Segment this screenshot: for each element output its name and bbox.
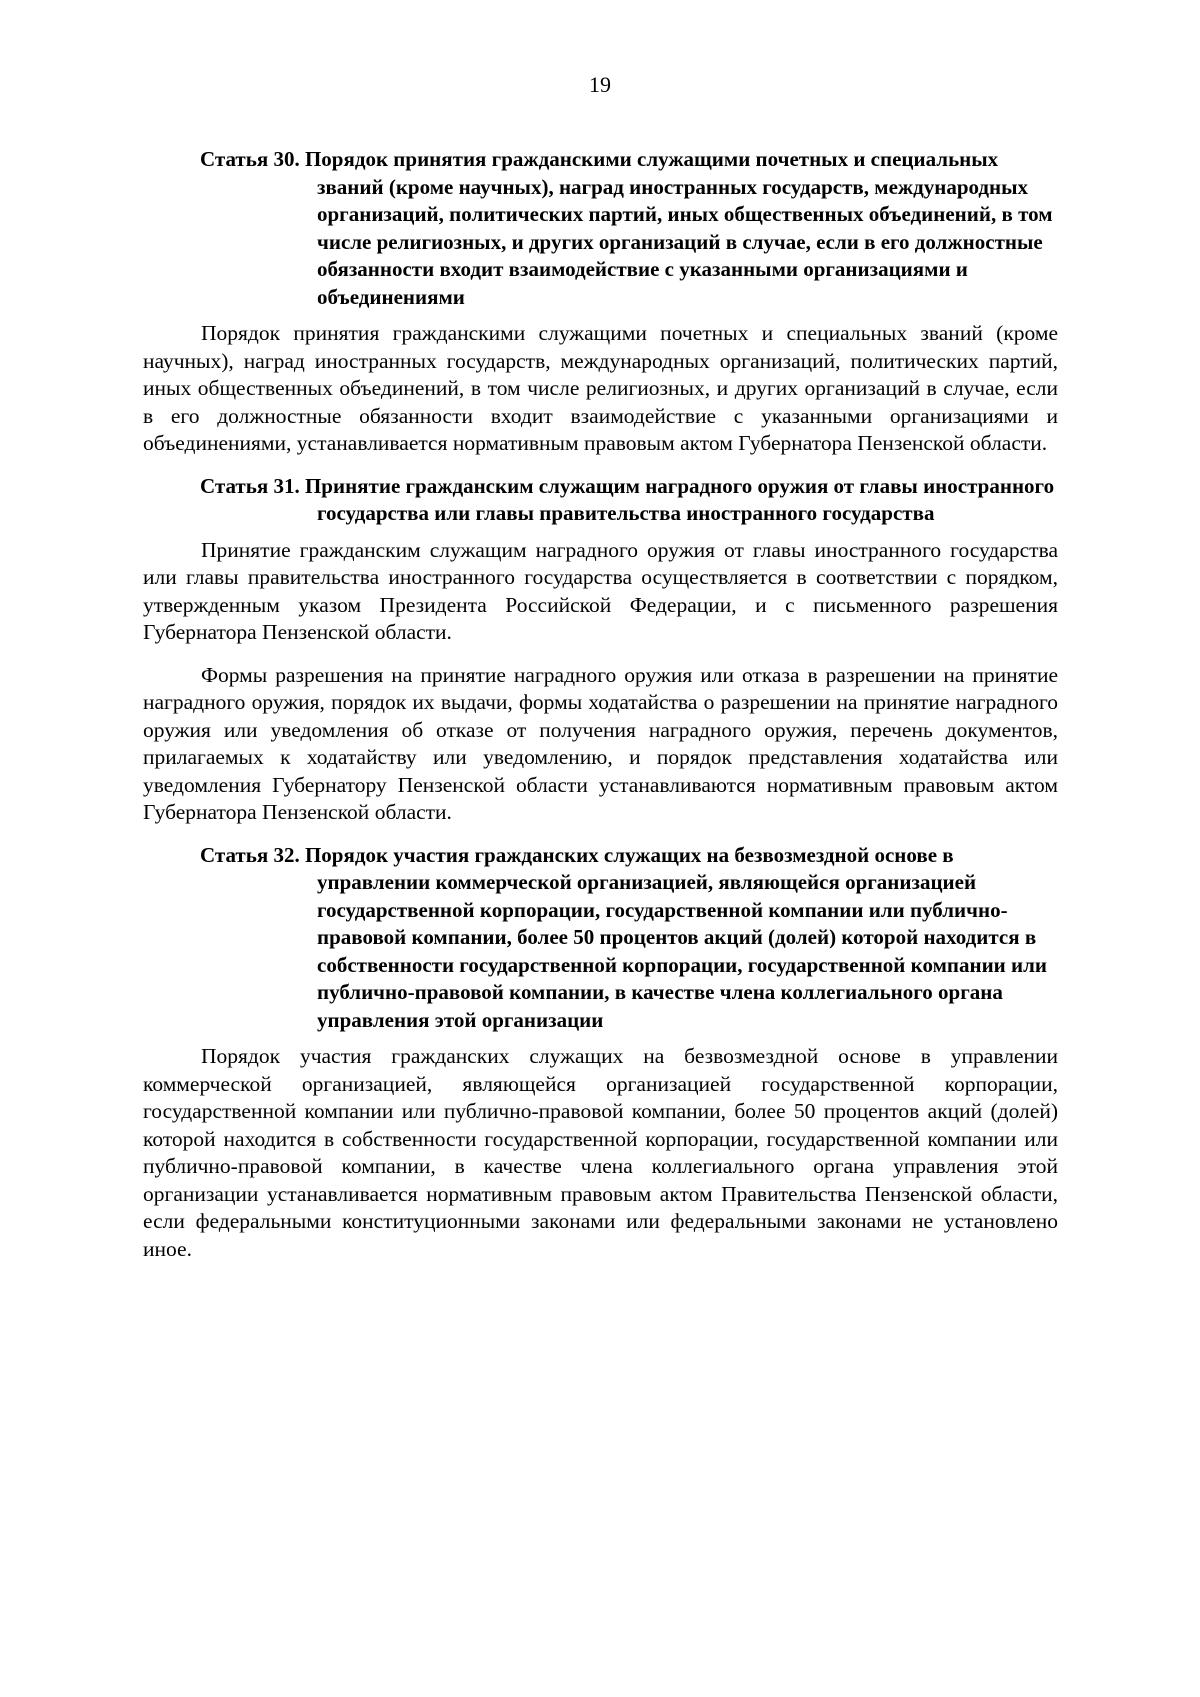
article-32 <box>143 842 1058 1264</box>
article-number: Статья 31. <box>200 473 300 498</box>
article-paragraph: Порядок участия гражданских служащих на безвозмездной основе в управлении коммерческой организацией, являющейся организацией государственной корпорации, государственной компании или публично-правовой компании, более 50 процентов акций (долей) которой находится в собственности государственной корпорации, государственной компании или публично-правовой компании, в качестве члена коллегиального органа управления этой организации устанавливается нормативным правовым актом Правительства Пензенской области, если федеральными конституционными законами или федеральными законами не установлено иное. <box>143 1044 1058 1261</box>
article-title: Принятие гражданским служащим наградного оружия от главы иностранного государства или главы правительства иностранного государства <box>304 473 1055 525</box>
article-30 <box>143 146 1058 458</box>
article-title: Порядок принятия гражданскими служащими почетных и специальных званий (кроме научных), наград иностранных государств, международных организаций, политических партий, иных общественных объединений, в том числе религиозных, и других организаций в случае, если в его должностные обязанности входит взаимодействие с указанными организациями и объединениями <box>304 147 1053 309</box>
article-paragraph: Порядок принятия гражданскими служащими почетных и специальных званий (кроме научных), наград иностранных государств, международных организаций, политических партий, иных общественных объединений, в том числе религиозных, и других организаций в случае, если в его должностные обязанности входит взаимодействие с указанными организациями и объединениями, устанавливается нормативным правовым актом Губернатора Пензенской области. <box>143 321 1058 455</box>
article-title: Порядок участия гражданских служащих на безвозмездной основе в управлении коммерческой организацией, являющейся организацией государственной корпорации, государственной компании или публично-правовой компании, более 50 процентов акций (долей) которой находится в собственности государственной корпорации, государственной компании или публично-правовой компании, в качестве члена коллегиального органа управления этой организации <box>304 842 1048 1032</box>
page-number: 19 <box>589 72 611 97</box>
article-paragraph: Формы разрешения на принятие наградного оружия или отказа в разрешении на принятие наградного оружия, порядок их выдачи, формы ходатайства о разрешении на принятие наградного оружия или уведомления об отказе от получения наградного оружия, перечень документов, прилагаемых к ходатайству или уведомлению, и порядок представления ходатайства или уведомления Губернатору Пензенской области устанавливаются нормативным правовым актом Губернатора Пензенской области. <box>143 662 1058 824</box>
article-heading <box>143 473 1058 528</box>
article-paragraph: Принятие гражданским служащим наградного оружия от главы иностранного государства или главы правительства иностранного государства осуществляется в соответствии с порядком, утвержденным указом Президента Российской Федерации, и с письменного разрешения Губернатора Пензенской области. <box>143 537 1058 644</box>
article-31 <box>143 473 1058 827</box>
page-content <box>143 146 1058 1278</box>
article-heading <box>143 842 1058 1035</box>
article-heading <box>143 146 1058 311</box>
article-number: Статья 30. <box>200 147 300 171</box>
article-number: Статья 32. <box>200 842 300 867</box>
